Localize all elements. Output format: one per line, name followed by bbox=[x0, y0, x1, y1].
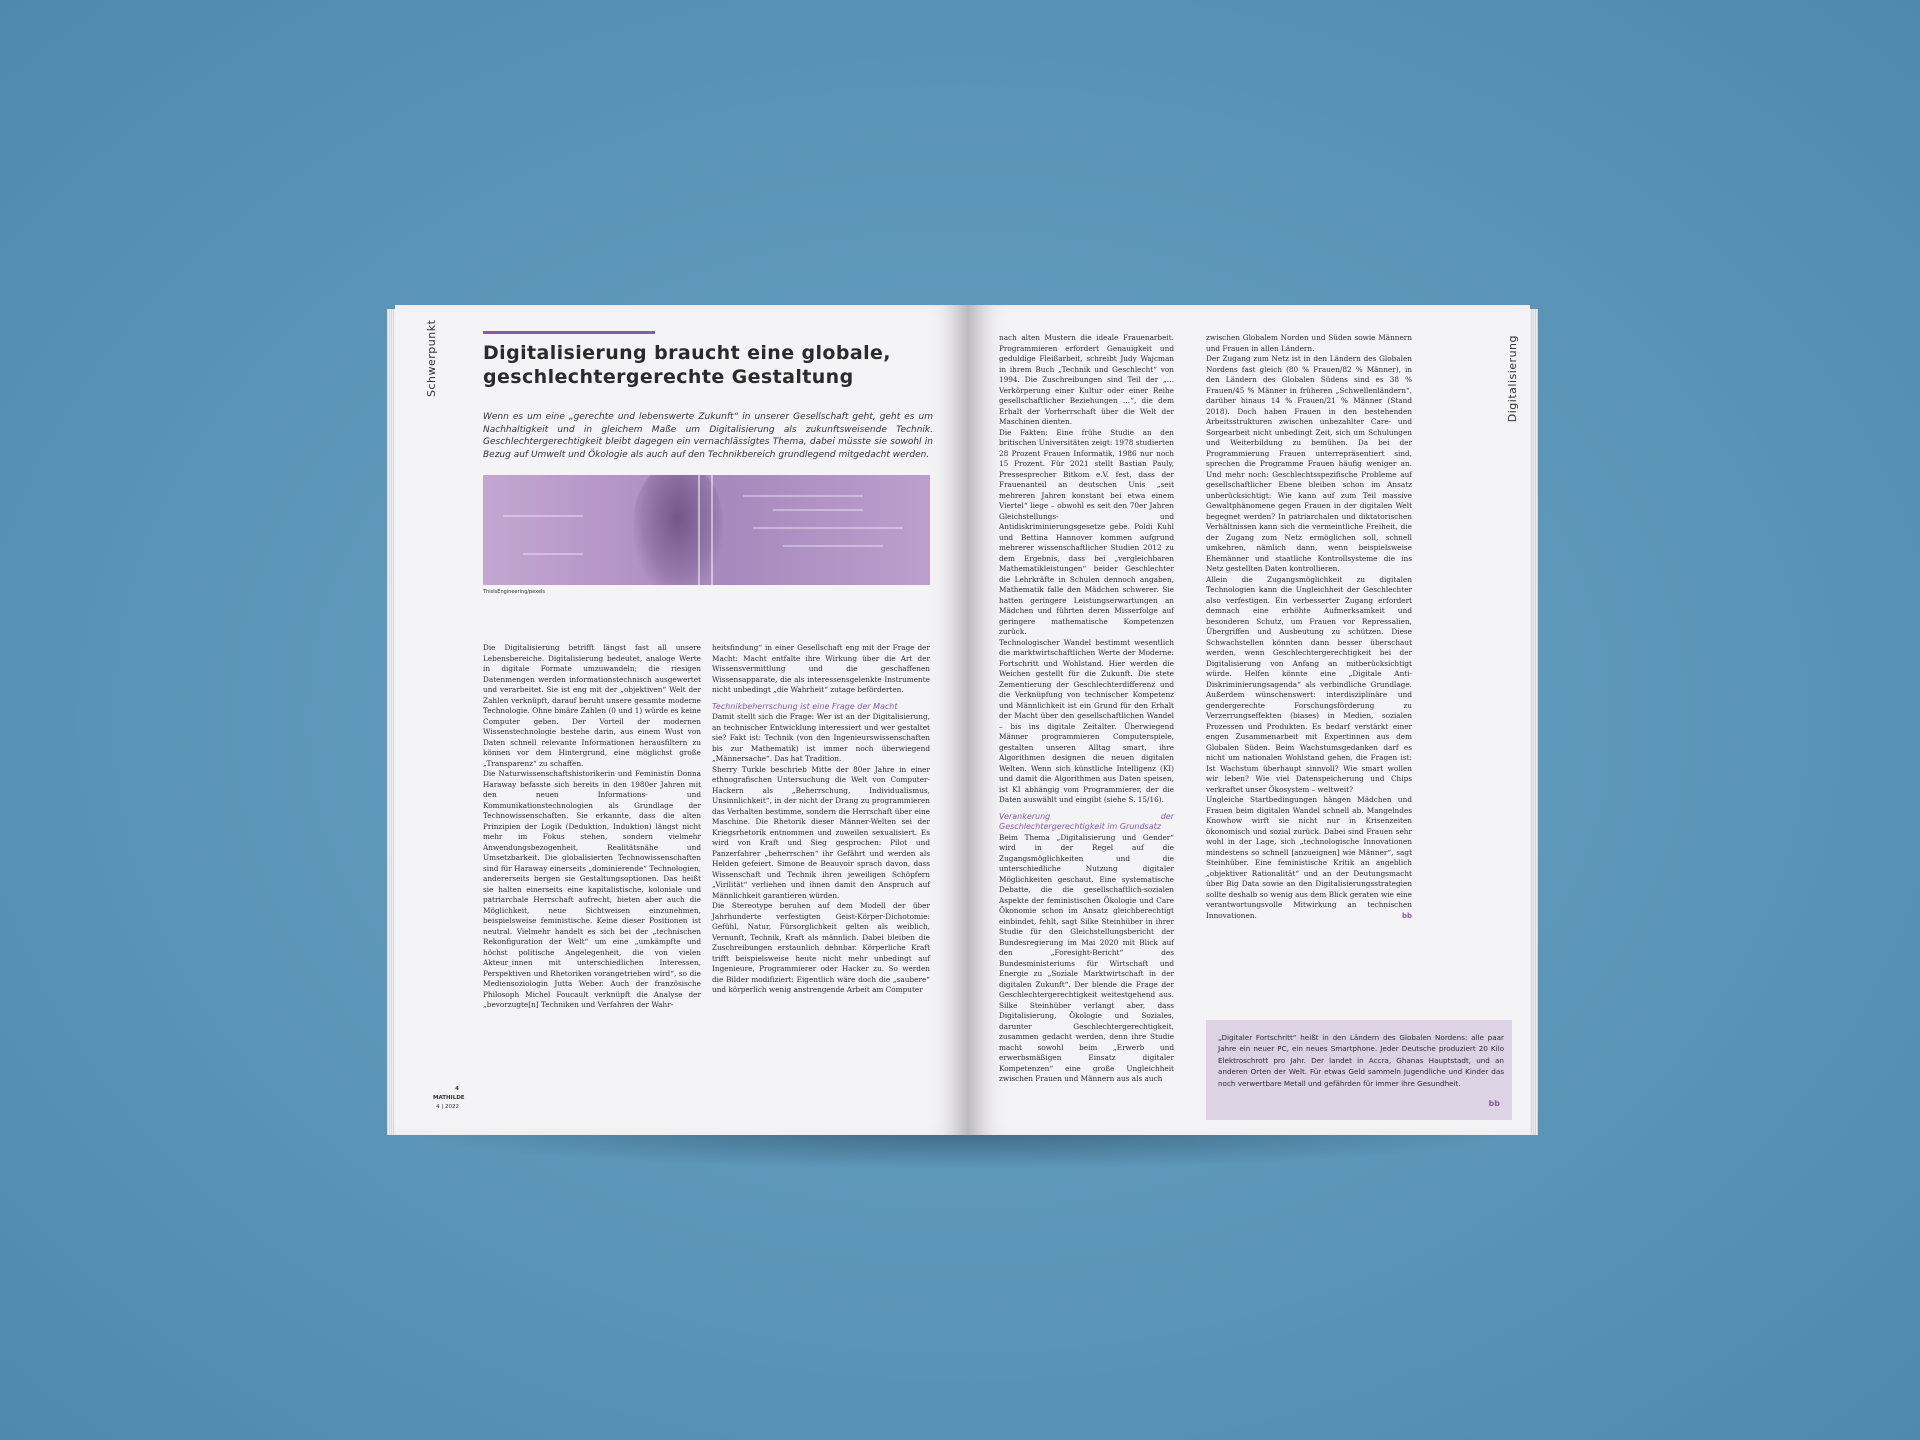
info-box-signature: bb bbox=[1488, 1099, 1500, 1108]
section-label-right: Digitalisierung bbox=[1506, 335, 1519, 423]
paragraph: zwischen Globalem Norden und Süden sowie Männern und Frauen in allen Ländern. bbox=[1206, 333, 1412, 353]
paragraph bbox=[1206, 795, 1412, 921]
author-signature: bb bbox=[1401, 911, 1412, 920]
right-page bbox=[968, 305, 1530, 1135]
photo-code-streak bbox=[503, 515, 583, 517]
left-page bbox=[395, 305, 968, 1135]
left-column-1 bbox=[483, 643, 701, 1011]
paragraph: heitsfindung“ in einer Gesellschaft eng mit der Frage der Macht: Macht entfalte ihre Wirkung über die Art der Wissensvermittlung und die geschaffenen Wissensapparate, die als interessensgelenkte Instrumente nicht unbedingt „die Wahrheit“ zutage beförderten. bbox=[712, 643, 930, 694]
paragraph: Die Digitalisierung betrifft längst fast all unsere Lebensbereiche. Digitalisierung bedeutet, analoge Werte in digitale Formate umzuwandeln; die riesigen Datenmengen werden informationstechnisch ausgewertet und verarbeitet. Sie ist eng mit der „objektiven“ Welt der Zahlen verknüpft, darauf beruht unsere gesamte moderne Technologie. Ohne binäre Zahlen (0 und 1) würde es keine Computer geben. Der Vorteil der modernen Wissenstechnologie bestehe darin, aus einem Wust von Daten schnell relevante Informationen herausfiltern zu können vor dem Hintergrund, eine möglichst große „Transparenz“ zu schaffen. bbox=[483, 643, 701, 768]
section-label-left: Schwerpunkt bbox=[425, 319, 438, 397]
paragraph: Sherry Turkle beschrieb Mitte der 80er Jahre in einer ethnografischen Untersuchung die Welt von Computer-Hackern als „Beherrschung, Individualismus, Unsinnlichkeit“, in der nicht der Drang zu programmieren das Verhalten bestimme, sondern die Herrschaft über eine Maschine. Die Rhetorik dieser Männer-Welten sei der Kriegsrhetorik entnommen und zuweilen sexualisiert. Es wird von Kraft und Sieg gesprochen: Pilot und Panzerfahrer „beherrschen“ ihr Gefährt und werden als Helden gefeiert. Simone de Beauvoir sprach davon, dass Wissenschaft und Technik ihren jeweiligen Schöpfern „Virilität“ verliehen und ihnen damit den Anspruch auf Männlichkeit garantieren würden. bbox=[712, 764, 930, 900]
subheading: Technikbeherrschung ist eine Frage der Macht bbox=[712, 701, 898, 711]
page-stack-right bbox=[1530, 309, 1538, 1135]
article-headline: Digitalisierung braucht eine globale, geschlechtergerechte Gestaltung bbox=[483, 342, 891, 388]
paragraph: Technologischer Wandel bestimmt wesentlich die marktwirtschaftlichen Werte der Moderne: Fortschritt und Wohlstand. Hier werden die Weichen gestellt für die Zukunft. Die stete Zementierung der Geschlechterdifferenz und die Verknüpfung von technischer Kompetenz und Männlichkeit ist ein Grund für den Erhalt der Macht über den gesellschaftlichen Wandel – bis ins digitale Zeitalter. Überwiegend Männer programmieren Computerspiele, gestalten unseren Alltag smart, ihre Algorithmen designen die neuen digitalen Welten. Wenn sich künstliche Intelligenz (KI) und damit die Algorithmen aus Daten speisen, ist KI abhängig vom Programmierer, der die Daten auswählt und eingibt (siehe S. 15/16). bbox=[999, 637, 1174, 804]
photo-code-streak bbox=[773, 509, 863, 511]
photo-light-line bbox=[711, 475, 713, 585]
issue-number: 4 | 2022 bbox=[436, 1104, 459, 1110]
photo-code-streak bbox=[753, 527, 903, 529]
paragraph: Beim Thema „Digitalisierung und Gender“ wird in der Regel auf die Zugangsmöglichkeiten und die unterschiedliche Nutzung digitaler Möglichkeiten geschaut. Eine systematische Debatte, die die gesellschaftlich-sozialen Aspekte der feministischen Ökologie und Care Ökonomie schon im Ansatz gleichberechtigt einbindet, fehlt, sagt Silke Steinhüber in ihrer Studie für den Gleichstellungsbericht der Bundesregierung im Mai 2020 mit Blick auf den „Foresight-Bericht“ des Bundesministeriums für Wirtschaft und Energie zu „Soziale Marktwirtschaft in der digitalen Zukunft“. Der blende die Frage der Geschlechtergerechtigkeit weitestgehend aus. Silke Steinhüber verlangt aber, dass Digitalisierung, Ökologie und Soziales, darunter Geschlechtergerechtigkeit, zusammen gedacht werden, denn ihre Studie macht sowohl beim „Erwerb und erwerbsmäßigen Einsatz digitaler Kompetenzen“ eine große Ungleichheit zwischen Frauen und Männern aus als auch bbox=[999, 832, 1174, 1083]
article-lead: Wenn es um eine „gerechte und lebenswerte Zukunft“ in unserer Gesellschaft geht, geht es um Nachhaltigkeit und in gleichem Maße um Digitalisierung als zukunftsweisende Technik. Geschlechtergerechtigkeit bleibt dagegen ein vernachlässigtes Thema, dabei müsste sie sowohl in Bezug auf Umwelt und Ökologie als auch auf den Technikbereich grundlegend mitgedacht werden. bbox=[483, 412, 933, 460]
magazine-name: MATHILDE bbox=[433, 1095, 465, 1101]
left-column-2 bbox=[712, 643, 930, 996]
page-stack-left bbox=[387, 309, 395, 1135]
photo-code-streak bbox=[523, 553, 583, 555]
page-folio bbox=[433, 1085, 465, 1112]
photo-code-streak bbox=[743, 495, 863, 497]
paragraph: Die Stereotype beruhen auf dem Modell der über Jahrhunderte verfestigten Geist-Körper-Dichotomie: Gefühl, Natur, Fürsorglichkeit gelten als weiblich, Vernunft, Technik, Kraft als männlich. Dabei bleiben die Zuschreibungen erstaunlich dehnbar. Körperliche Kraft trifft beispielsweise heute nicht mehr unbedingt auf Ingenieure, Programmierer oder Hacker zu. So werden die Bilder modifiziert: Eigentlich wäre doch die „saubere“ und körperlich wenig anstrengende Arbeit am Computer bbox=[712, 901, 930, 994]
paragraph: Die Naturwissenschaftshistorikerin und Feministin Donna Haraway befasste sich bereits in den 1980er Jahren mit den neuen Informations- und Kommunikationstechnologien als Grundlage der Technowissenschaften. Sie erkannte, dass die alten Prinzipien der Logik (Deduktion, Induktion) längst nicht mehr im Fokus stehen, sondern vielmehr Anwendungsbezogenheit, Realitätsnähe und Umsetzbarkeit. Die globalisierten Technowissenschaften sind für Haraway einerseits „dominierende“ Technologien, andererseits bergen sie Gestaltungsoptionen. Das heißt sie halten einerseits eine kapitalistische, koloniale und patriarchale Herrschaft aufrecht, bieten aber auch die Möglichkeit, neue Sichtweisen einzunehmen, beispielsweise feministische. Keine dieser Positionen ist neutral. Vielmehr handelt es sich bei der „technischen Rekonfiguration der Welt“ um eine „umkämpfte und höchst politische Angelegenheit, die von vielen Akteur_innen mit unterschiedlichen Interessen, Perspektiven und Rhetoriken vorangetrieben wird“, so die Mediensoziologin Jutta Weber. Auch der französische Philosoph Michel Foucault verknüpft die Analyse der „bevorzugte[n] Techniken und Verfahren der Wahr- bbox=[483, 769, 701, 1009]
paragraph: Damit stellt sich die Frage: Wer ist an der Digitalisierung, an technischer Entwicklung interessiert und wer gestaltet sie? Fakt ist: Technik (von den Ingenieurswissenschaften bis zur Mathematik) ist immer noch überwiegend „Männersache“. Das hat Tradition. bbox=[712, 712, 930, 763]
photo-code-streak bbox=[783, 545, 883, 547]
right-column-2 bbox=[1206, 333, 1412, 921]
paragraph: Die Fakten: Eine frühe Studie an den britischen Universitäten zeigt: 1978 studierten 28 Prozent Frauen Informatik, 1986 nur noch 15 Prozent. Für 2021 stellt Bastian Pauly, Pressesprecher Bitkom e.V. fest, dass der Frauenanteil an deutschen Unis „seit mehreren Jahren konstant bei etwa einem Viertel“ liege – obwohl es seit den 70er Jahren Gleichstellungs- und Antidiskriminierungsgesetze gebe. Poldi Kuhl und Bettina Hannover kommen aufgrund mehrerer wissenschaftlicher Studien 2012 zu dem Ergebnis, dass bei „vergleichbaren Mathematikleistungen“ beider Geschlechter die Lehrkräfte in Schulen dennoch angaben, Mathematik falle den Mädchen schwerer. Sie hatten geringere Leistungserwartungen an Mädchen und führten deren Misserfolge auf geringere mathematische Kompetenzen zurück. bbox=[999, 427, 1174, 636]
paragraph: nach alten Mustern die ideale Frauenarbeit. Programmieren erfordert Genauigkeit und geduldige Fleißarbeit, schreibt Judy Wajcman in ihrem Buch „Technik und Geschlecht“ von 1994. Die Zuschreibungen sind Teil der „… Verkörperung einer Kultur oder einer Reihe gesellschaftlicher Beziehungen …“, die dem Erhalt der Vorherrschaft über die Welt der Maschinen dienten. bbox=[999, 333, 1174, 426]
open-magazine bbox=[395, 305, 1530, 1135]
headline-accent-bar bbox=[483, 331, 655, 334]
subheading: Verankerung der Geschlechtergerechtigkeit im Grundsatz bbox=[999, 811, 1174, 831]
info-box bbox=[1206, 1020, 1512, 1120]
photo-light-line bbox=[698, 475, 700, 585]
page-number: 4 bbox=[455, 1086, 459, 1092]
info-box-quote: „Digitaler Fortschritt“ heißt in den Ländern des Globalen Nordens: alle paar Jahre ein neuer PC, ein neues Smartphone. Jeder Deutsche produziert 20 Kilo Elektroschrott pro Jahr. Der landet in Accra, Ghanas Hauptstadt, und an anderen Orten der Welt. Für etwas Geld sammeln Jugendliche und Kinder das noch verwertbare Metall und gefährden für immer ihre Gesundheit. bbox=[1218, 1033, 1504, 1088]
article-photo bbox=[483, 475, 930, 585]
paragraph: Der Zugang zum Netz ist in den Ländern des Globalen Nordens fast gleich (80 % Frauen/82 % Männer), in den Ländern des Globalen Südens sind es 38 % Frauen/45 % Männer in früheren „Schwellenländern“, darüber hinaus 14 % Frauen/21 % Männer (Stand 2018). Doch haben Frauen in den bestehenden Arbeitsstrukturen zwischen unbezahlter Care- und Sorgearbeit nicht unbedingt Zeit, sich um Schulungen und Weiterbildung zu bemühen. Da bei der Programmierung Frauen unterrepräsentiert sind, sprechen die Programme Frauen häufig weniger an. Und mehr noch: Geschlechtsspezifische Probleme auf gesellschaftlicher Ebene bleiben schon im Ansatz unberücksichtigt: Wie kann auf zum Teil massive Gewaltphänomene gegen Frauen in der digitalen Welt begegnet werden? In patriarchalen und diktatorischen Verhältnissen kann sich die vermeintliche Freiheit, die der Zugang zum Netz ermöglichen soll, schnell umkehren, nämlich dann, wenn beispielsweise Ehemänner und staatliche Kontrollsysteme die ins Netz gestellten Daten kontrollieren. bbox=[1206, 354, 1412, 573]
right-column-1 bbox=[999, 333, 1174, 1085]
photo-credit: ThisIsEngineering/pexels bbox=[483, 589, 546, 595]
photo-portrait bbox=[633, 475, 723, 585]
paragraph: Allein die Zugangsmöglichkeit zu digitalen Technologien kann die Ungleichheit der Geschlechter also verfestigen. Ein verbesserter Zugang erfordert demnach eine erhöhte Aufmerksamkeit und besonderen Schutz, um Frauen vor Repressalien, Übergriffen und Ausbeutung zu schützen. Diese Schwachstellen könnten dann besser überschaut werden, wenn Geschlechtergerechtigkeit bei der Digitalisierung von Anfang an mitberücksichtigt würde. Helfen könnte eine „Digitale Anti-Diskriminierungsagenda“ als verbindliche Grundlage. Außerdem wünschenswert: interdisziplinäre und gendergerechte Forschungsförderung zu Verzerrungseffekten (biases) in Medien, sozialen Prozessen und Produkten. Es bedarf verstärkt einer engen Zusammenarbeit mit Expertinnen aus dem Globalen Süden. Beim Wachstumsgedanken darf es nicht um nationalen Wohlstand gehen, die Fragen ist: Ist Wachstum überhaupt sinnvoll? Wie smart wollen wir leben? Wie viel Datenspeicherung und Chips verkraftet unser Ökosystem – weltweit? bbox=[1206, 574, 1412, 794]
paragraph-text: Ungleiche Startbedingungen hängen Mädchen und Frauen beim digitalen Wandel schnell ab. Mangelndes Knowhow wirft sie nicht nur in Krisenzeiten ökonomisch und sozial zurück. Dabei sind Frauen sehr wohl in der Lage, sich „technologische Innovationen mindestens so schnell [anzueignen] wie Männer“, sagt Steinhüber. Eine feministische Kritik an angeblich „objektiver Rationalität“ und an der Deutungsmacht über Big Data sowie an den Digitalisierungsstrategien sollte deshalb so wenig aus dem Blick geraten wie eine verantwortungsvolle Mitwirkung an technischen Innovationen. bbox=[1206, 795, 1412, 920]
